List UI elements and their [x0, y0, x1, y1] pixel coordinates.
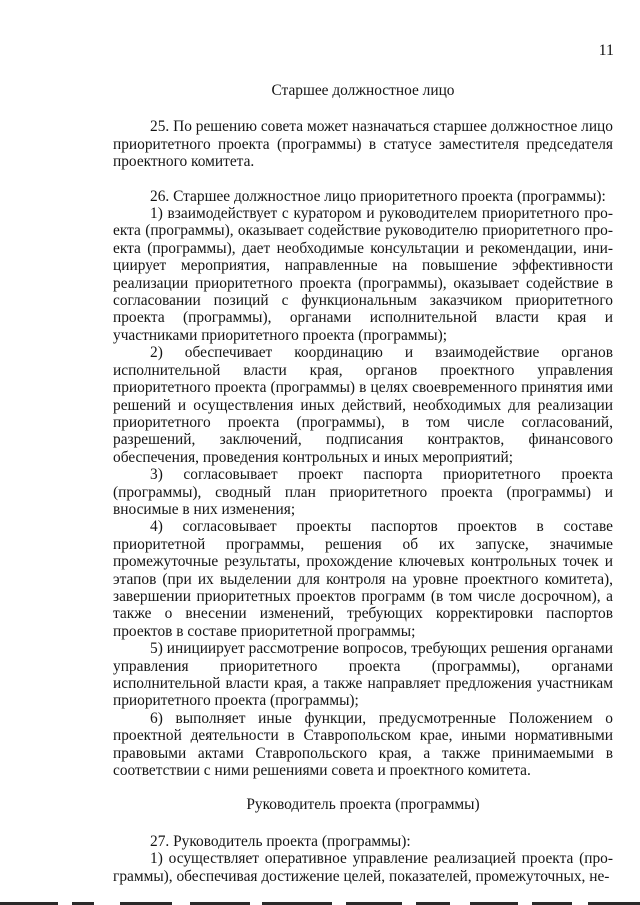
section-heading-project-manager: Руководитель проекта (программы) — [246, 796, 480, 814]
scan-edge-marks — [0, 899, 640, 905]
page-number: 11 — [598, 42, 614, 59]
paragraph-27-item-1: 1) осуществляет оперативное управление реализацией проекта (программы), обеспечивая достижение целей, показателей, промежуточных, не- — [113, 850, 613, 885]
paragraph-26-item-5: 5) инициирует рассмотрение вопросов, требующих решения органами управления приоритетного проекта (программы), органами исполнительной власти края, а также направляет предложения участникам приоритетного проекта (программы); — [113, 640, 613, 710]
paragraph-26: 26. Старшее должностное лицо приоритетного проекта (программы): — [150, 187, 606, 205]
section-heading-senior-official: Старшее должностное лицо — [271, 82, 455, 99]
paragraph-27: 27. Руководитель проекта (программы): — [150, 832, 411, 850]
paragraph-26-item-3: 3) согласовывает проект паспорта приоритетного проекта (программы), сводный план приоритетного проекта (программы) и вносимые в них изменения; — [113, 466, 613, 518]
paragraph-26-item-1: 1) взаимодействует с куратором и руководителем приоритетного проекта (программы), оказывает содействие руководителю приоритетного проекта (программы), дает необходимые консультации и рекомендации, инициирует мероприятия, направленные на повышение эффективности реализации приоритетного проекта (программы), оказывает содействие в согласовании позиций с функциональным заказчиком приоритетного проекта (программы), органами исполнительной власти края и участниками приоритетного проекта (программы); — [113, 205, 613, 344]
paragraph-25: 25. По решению совета может назначаться старшее должностное лицо приоритетного проекта (программы) в статусе заместителя председателя проектного комитета. — [113, 118, 613, 171]
document-body — [113, 82, 613, 885]
paragraph-26-item-6: 6) выполняет иные функции, предусмотренные Положением о проектной деятельности в Ставропольском крае, иными нормативными правовыми актами Ставропольского края, а также принимаемыми в соответствии с ними решениями совета и проектного комитета. — [113, 709, 613, 780]
paragraph-26-item-2: 2) обеспечивает координацию и взаимодействие органов исполнительной власти края, органов проектного управления приоритетного проекта (программы) в целях своевременного принятия ими решений и осуществления иных действий, необходимых для реализации приоритетного проекта (программы), в том числе согласований, разрешений, заключений, подписания контрактов, финансового обеспечения, проведения контрольных и иных мероприятий; — [113, 344, 613, 466]
paragraph-26-item-4: 4) согласовывает проекты паспортов проектов в составе приоритетной программы, решения об их запуске, значимые промежуточные результаты, прохождение ключевых контрольных точек и этапов (при их выделении для контроля на уровне проектного комитета), завершении приоритетных проектов программ (в том числе досрочном), а также о внесении изменений, требующих корректировки паспортов проектов в составе приоритетной программы; — [113, 518, 613, 640]
